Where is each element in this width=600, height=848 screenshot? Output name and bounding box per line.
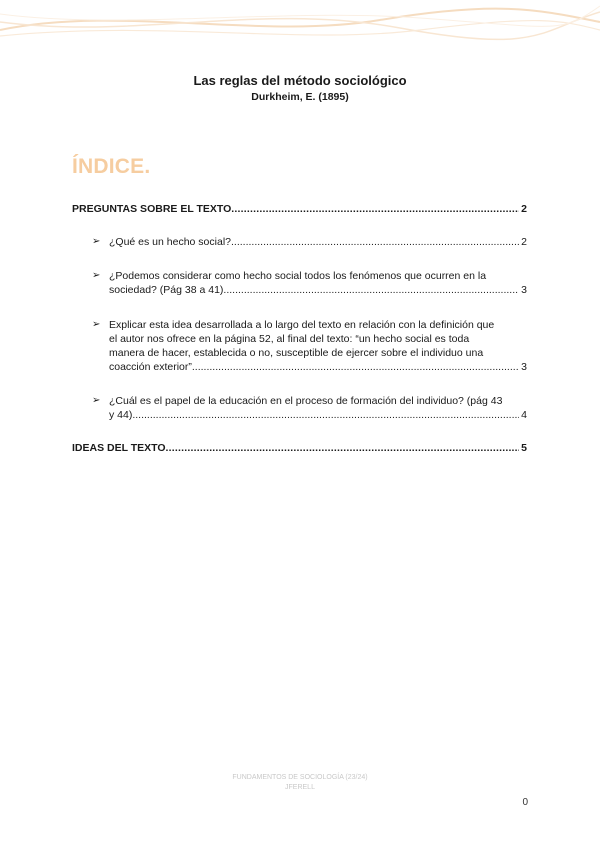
toc-entry-hecho-social[interactable]	[92, 235, 527, 249]
toc-entry-line: ¿Cuál es el papel de la educación en el proceso de formación del individuo? (pág 43	[109, 395, 503, 407]
document-title: Las reglas del método sociológico	[193, 73, 407, 88]
page-footer	[0, 773, 600, 793]
toc-entry-line: ¿Qué es un hecho social?	[109, 236, 231, 248]
toc-entry-line: Explicar esta idea desarrollada a lo largo del texto en relación con la definición que	[109, 319, 495, 331]
toc-entry-line: coacción exterior”	[109, 361, 192, 373]
toc-leader-dots	[192, 360, 519, 374]
toc-entry-line: sociedad? (Pág 38 a 41)	[109, 284, 224, 296]
arrow-bullet-icon: ➢	[92, 319, 101, 330]
toc-entry-line: el autor nos ofrece en la página 52, al final del texto: “un hecho social es toda	[109, 333, 470, 345]
toc-page-number: 2	[521, 236, 527, 248]
toc-leader-dots	[231, 235, 519, 249]
footer-course: FUNDAMENTOS DE SOCIOLOGÍA (23/24)	[232, 774, 368, 781]
arrow-bullet-icon: ➢	[92, 395, 101, 406]
toc-page-number: 2	[521, 203, 527, 215]
page-number: 0	[522, 797, 528, 808]
toc-leader-dots	[223, 283, 519, 297]
toc-entry-educacion[interactable]	[92, 394, 527, 422]
index-heading: ÍNDICE.	[72, 155, 151, 178]
toc-entry-label: IDEAS DEL TEXTO	[72, 442, 166, 454]
title-block	[0, 72, 600, 105]
arrow-bullet-icon: ➢	[92, 270, 101, 281]
toc-leader-dots	[231, 202, 519, 216]
document-subtitle: Durkheim, E. (1895)	[251, 91, 349, 103]
toc-page-number: 5	[521, 442, 527, 454]
toc-entry-line: manera de hacer, establecida o no, susceptible de ejercer sobre el individuo una	[109, 347, 484, 359]
toc-entry-ideas[interactable]	[72, 441, 527, 455]
toc-entry-preguntas[interactable]	[72, 202, 527, 216]
toc-page-number: 4	[521, 409, 527, 421]
toc-entry-label: PREGUNTAS SOBRE EL TEXTO	[72, 203, 232, 215]
toc-page-number: 3	[521, 361, 527, 373]
toc-entry-line: ¿Podemos considerar como hecho social todos los fenómenos que ocurren en la	[109, 270, 487, 282]
toc-leader-dots	[166, 441, 520, 455]
toc-entry-definicion[interactable]	[92, 318, 527, 374]
header-wave-decoration	[0, 0, 600, 45]
arrow-bullet-icon: ➢	[92, 236, 101, 247]
toc-leader-dots	[132, 408, 519, 422]
toc-page-number: 3	[521, 284, 527, 296]
toc-entry-line: y 44)	[109, 409, 133, 421]
toc-entry-fenomenos[interactable]	[92, 269, 527, 297]
footer-author: JFERELL	[285, 784, 315, 791]
